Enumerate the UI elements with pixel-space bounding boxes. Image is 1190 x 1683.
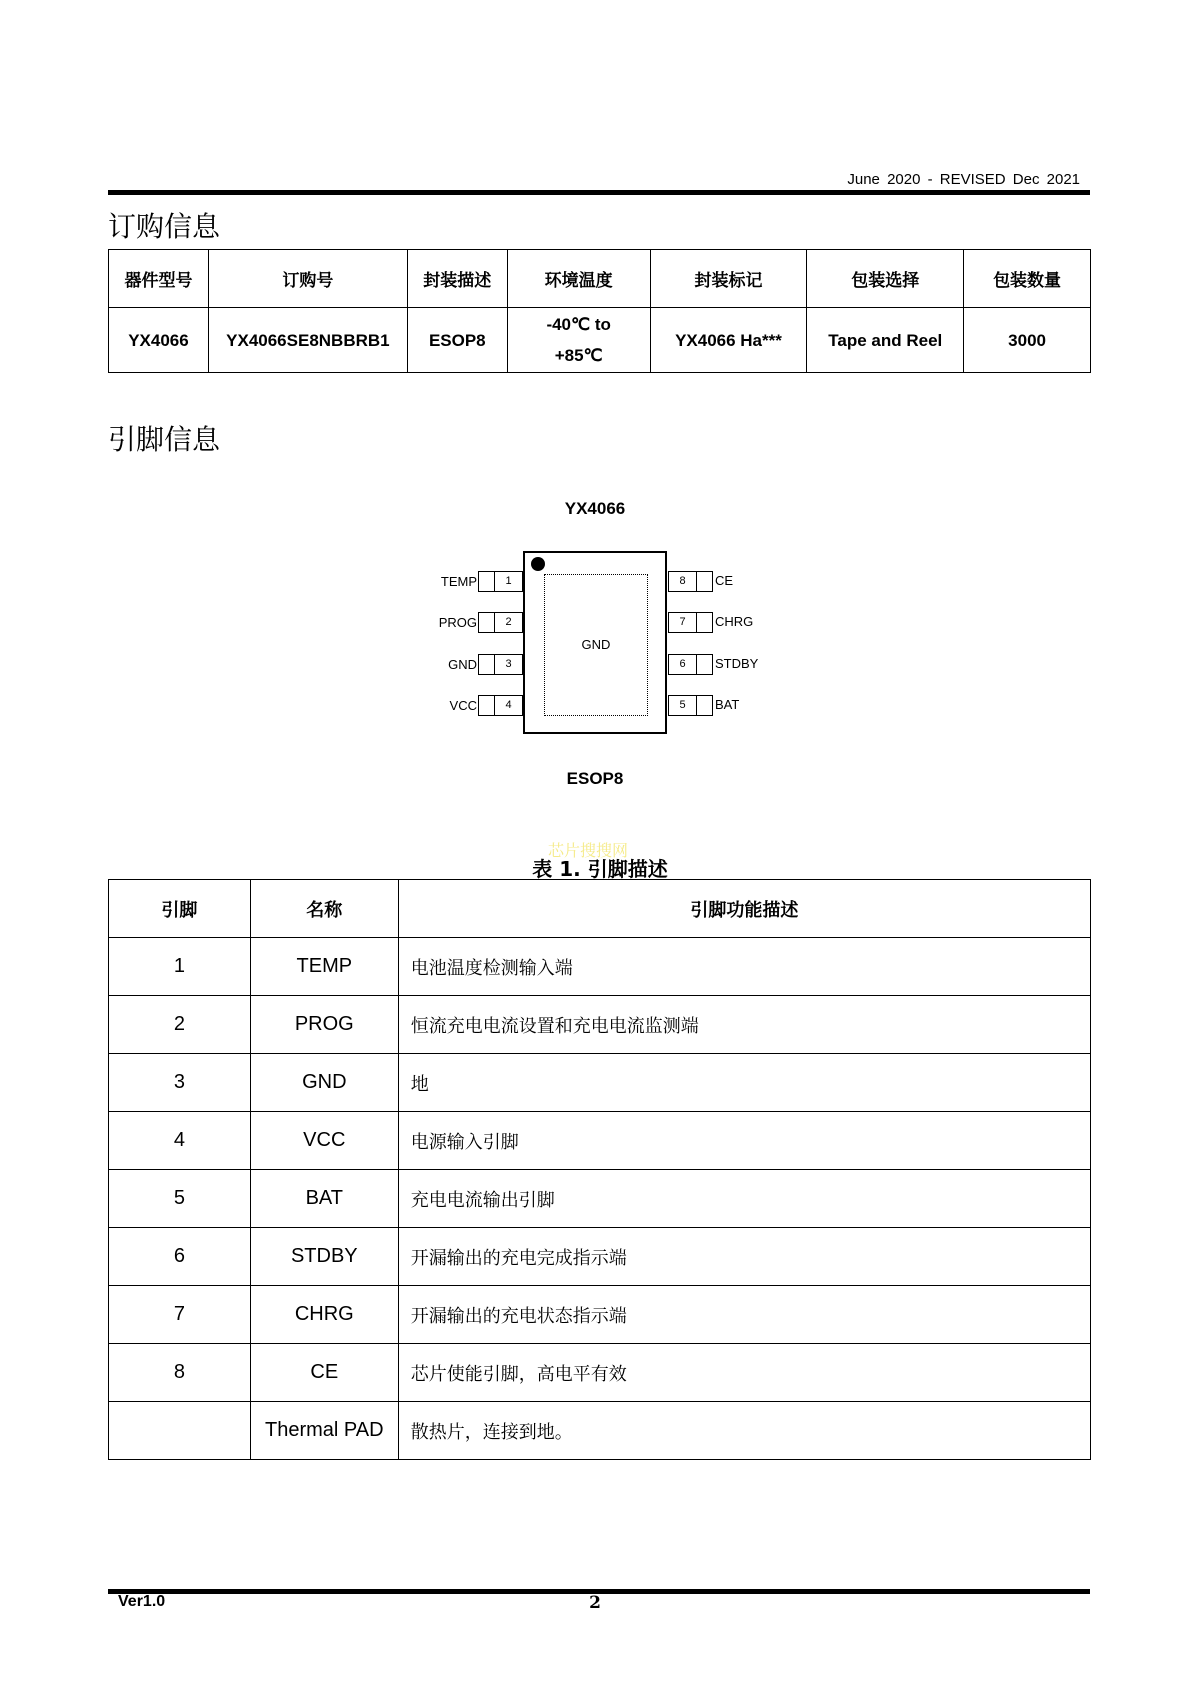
pin-label-right: BAT: [715, 697, 740, 712]
pin-lead: [697, 654, 713, 675]
pin-number-cell: [109, 1402, 251, 1460]
cell-qty: 3000: [964, 308, 1091, 373]
pin-info-title: 引脚信息: [108, 423, 221, 456]
cell-temp: [507, 308, 650, 373]
col-pin: 引脚: [109, 880, 251, 938]
col-packing: 包装选择: [807, 250, 964, 308]
cell-package: ESOP8: [407, 308, 507, 373]
temp-line-2: +85℃: [554, 346, 603, 365]
pin-name-cell: BAT: [250, 1170, 398, 1228]
pin-label-left: PROG: [438, 615, 477, 630]
page-number: 2: [589, 1593, 601, 1613]
table-caption: 表 1. 引脚描述: [532, 857, 668, 881]
col-name: 名称: [250, 880, 398, 938]
pin-lead: [478, 695, 494, 716]
pin-label-left: VCC: [449, 698, 477, 713]
pin-desc-cell: 电池温度检测输入端: [398, 938, 1090, 996]
pin-name-cell: STDBY: [250, 1228, 398, 1286]
pin-number: 5: [668, 695, 697, 716]
pin-name-cell: CE: [250, 1344, 398, 1402]
pin-number-cell: 8: [109, 1344, 251, 1402]
pin-number-cell: 4: [109, 1112, 251, 1170]
pin-number-cell: 5: [109, 1170, 251, 1228]
pin-number-cell: 3: [109, 1054, 251, 1112]
temp-line-1: -40℃ to: [546, 315, 611, 334]
pin-desc-cell: 开漏输出的充电状态指示端: [398, 1286, 1090, 1344]
table-row: [109, 1228, 1091, 1286]
pin-desc-cell: 充电电流输出引脚: [398, 1170, 1090, 1228]
pin-number-cell: 2: [109, 996, 251, 1054]
table-row: [109, 1286, 1091, 1344]
pin-number: 1: [494, 571, 523, 592]
pin-desc-cell: 开漏输出的充电完成指示端: [398, 1228, 1090, 1286]
pin-number: 6: [668, 654, 697, 675]
cell-part: YX4066: [109, 308, 209, 373]
pin-desc-cell: 地: [398, 1054, 1090, 1112]
table-row: [109, 1402, 1091, 1460]
pin-name-cell: TEMP: [250, 938, 398, 996]
col-temp: 环境温度: [507, 250, 650, 308]
pin-number-cell: 1: [109, 938, 251, 996]
pin-number: 3: [494, 654, 523, 675]
table-row: [109, 1112, 1091, 1170]
pin-number-cell: 7: [109, 1286, 251, 1344]
pin-lead: [697, 695, 713, 716]
pin-name-cell: CHRG: [250, 1286, 398, 1344]
pin-name-cell: PROG: [250, 996, 398, 1054]
table-row: [109, 996, 1091, 1054]
ordering-header-row: [109, 250, 1091, 308]
pin-number-cell: 6: [109, 1228, 251, 1286]
col-function: 引脚功能描述: [398, 880, 1090, 938]
col-marking: 封装标记: [650, 250, 807, 308]
ordering-row: [109, 308, 1091, 373]
pin-desc-cell: 电源输入引脚: [398, 1112, 1090, 1170]
pin-desc-cell: 恒流充电电流设置和充电电流监测端: [398, 996, 1090, 1054]
pin-label-left: TEMP: [440, 574, 477, 589]
pin-number: 2: [494, 612, 523, 633]
pin-lead: [478, 654, 494, 675]
col-part: 器件型号: [109, 250, 209, 308]
cell-order-no: YX4066SE8NBBRB1: [208, 308, 407, 373]
pin-lead: [478, 612, 494, 633]
pin-label-right: STDBY: [715, 656, 759, 671]
header-rule: [108, 190, 1090, 195]
cell-packing: Tape and Reel: [807, 308, 964, 373]
pin-label-left: GND: [448, 657, 477, 672]
pin-label-right: CHRG: [715, 614, 754, 629]
pin-number: 8: [668, 571, 697, 592]
package-name: ESOP8: [566, 769, 624, 788]
pin-desc-cell: 芯片使能引脚，高电平有效: [398, 1344, 1090, 1402]
table-row: [109, 938, 1091, 996]
pin1-marker-dot: [531, 557, 545, 571]
pin-lead: [697, 571, 713, 592]
pin-number: 7: [668, 612, 697, 633]
pin-number: 4: [494, 695, 523, 716]
pin-name-cell: VCC: [250, 1112, 398, 1170]
table-row: [109, 1344, 1091, 1402]
ordering-table: [108, 249, 1091, 373]
col-package: 封装描述: [407, 250, 507, 308]
pin-lead: [478, 571, 494, 592]
col-qty: 包装数量: [964, 250, 1091, 308]
revision-date: June 2020 - REVISED Dec 2021: [847, 171, 1080, 188]
pin-name-cell: Thermal PAD: [250, 1402, 398, 1460]
col-order-no: 订购号: [208, 250, 407, 308]
pin-desc-cell: 散热片，连接到地。: [398, 1402, 1090, 1460]
table-row: [109, 1054, 1091, 1112]
pad-label: GND: [581, 637, 611, 652]
cell-marking: YX4066 Ha***: [650, 308, 807, 373]
pin-description-table: [108, 879, 1091, 1460]
watermark-text: 芯片搜搜网: [548, 841, 629, 860]
pin-table-header: [109, 880, 1091, 938]
pin-lead: [697, 612, 713, 633]
pin-label-right: CE: [715, 573, 734, 588]
ordering-title: 订购信息: [108, 210, 221, 243]
table-row: [109, 1170, 1091, 1228]
pin-name-cell: GND: [250, 1054, 398, 1112]
chip-name: YX4066: [564, 499, 626, 518]
version-label: Ver1.0: [118, 1593, 166, 1610]
